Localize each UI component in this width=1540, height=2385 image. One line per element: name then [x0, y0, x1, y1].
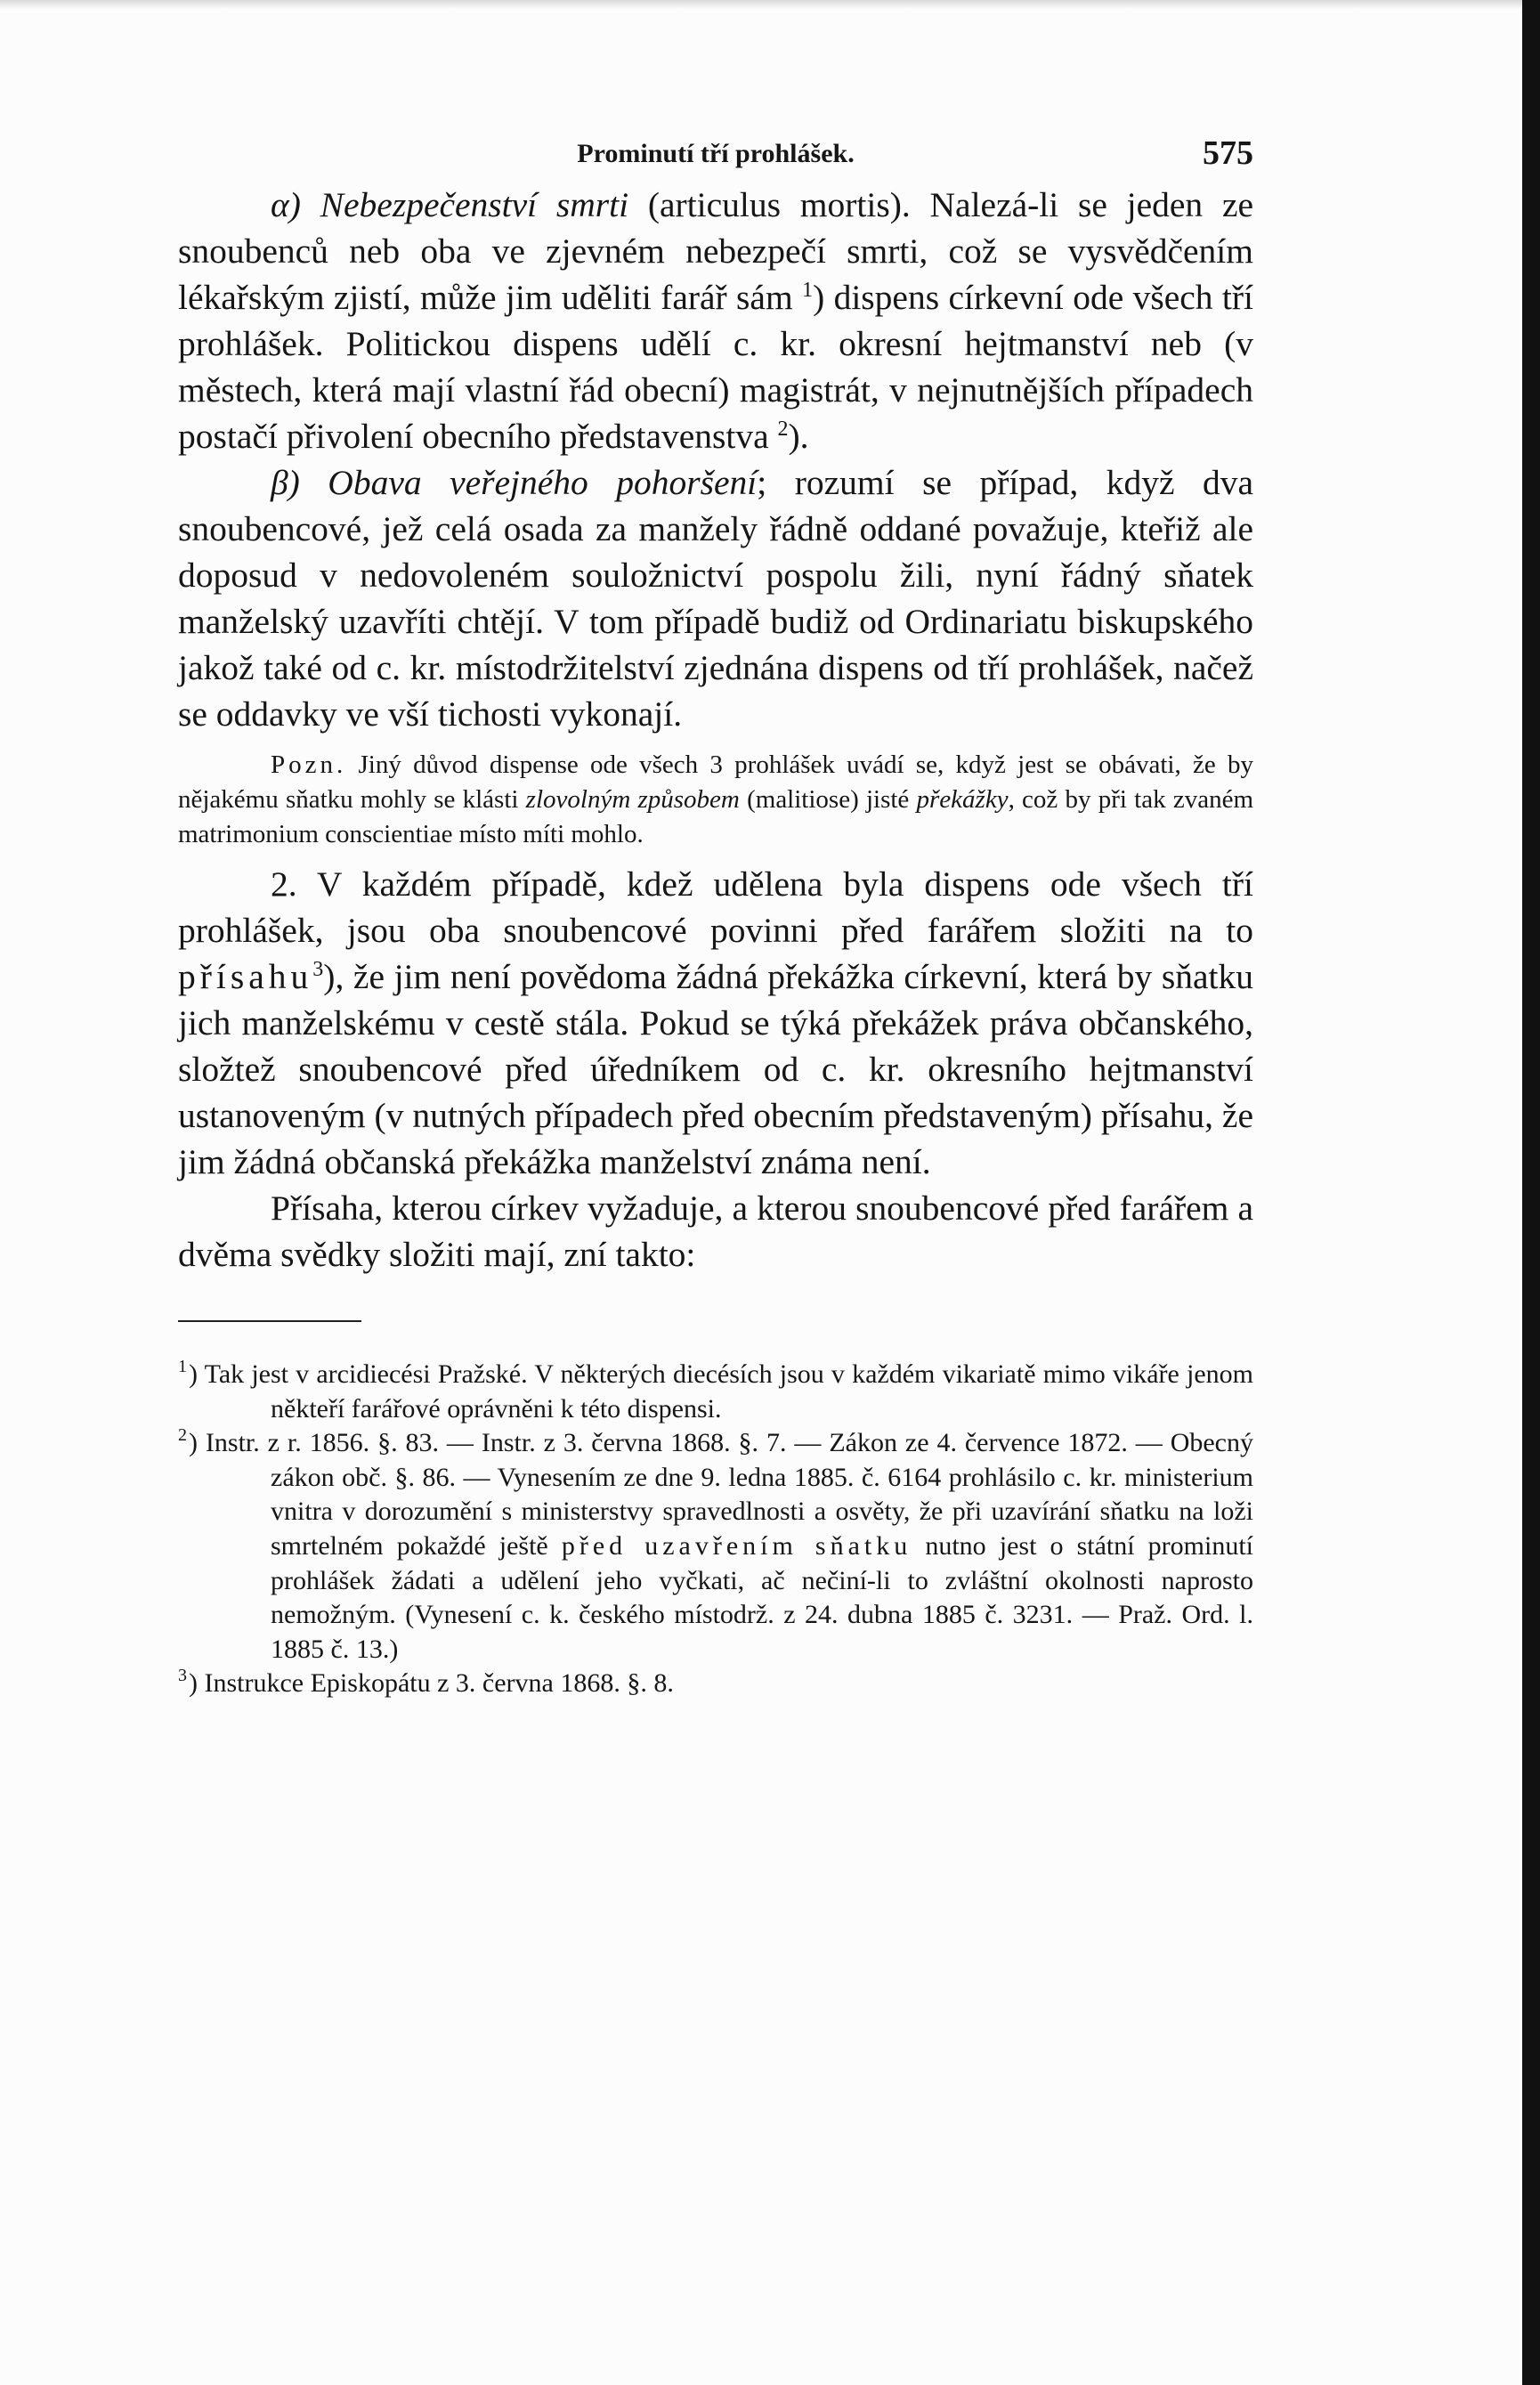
beta-term: Obava veřejného pohoršení — [328, 463, 758, 502]
beta-text: ; rozumí se případ, když dva snoubencové, jež celá osada za manžely řádně oddané považuje, kteřiž ale doposud v nedovoleném souložnictví pospolu žili, nyní řádný sňatek manželský uzavříti chtějí. V tom případě budiž od Ordinariatu biskupského jakož také od c. kr. místodržitelství zjednána dispens od tří prohlášek, načež se oddavky ve vší tichosti vykonají. — [178, 463, 1253, 734]
footnote-3 — [178, 1667, 1253, 1701]
paragraph-two — [178, 861, 1253, 1185]
scan-edge-right — [1522, 0, 1540, 2385]
paragraph-alpha — [178, 182, 1253, 459]
paragraph-oath — [178, 1185, 1253, 1278]
footnote-2-text-a: ) Instr. z r. 1856. §. 83. — Instr. z 3. června 1868. §. 7. — Zákon ze 4. července 1872. — Obecný zákon obč. §. 86. — Vynesením ze dne 9. ledna 1885. č. 6164 prohlásilo c. kr. ministerium vnitra v dorozumění s ministerstvy spravedlnosti a osvěty, že při uzavírání sňatku na loži smrtelném pokaždé ještě — [189, 1428, 1253, 1561]
two-spaced-word: přísahu — [178, 957, 313, 996]
alpha-text-3: ). — [788, 417, 809, 456]
note-italic-b: překážky — [916, 785, 1009, 814]
note-text-c: , což by při tak zvaném matrimonium conscientiae místo míti mohlo. — [178, 785, 1254, 848]
footnote-3-text: ) Instrukce Episkopátu z 3. června 1868. §. 8. — [189, 1668, 674, 1699]
scan-edge-top — [0, 0, 1540, 9]
footnote-divider — [178, 1320, 361, 1322]
footnote-3-mark: 3 — [178, 1666, 187, 1686]
footnote-1 — [178, 1358, 1253, 1426]
note-italic-a: zlovolným způsobem — [525, 785, 740, 814]
running-title: Prominutí tří prohlášek. — [577, 139, 855, 168]
footnote-2 — [178, 1426, 1253, 1667]
note-paragraph — [178, 748, 1253, 852]
alpha-text: (articulus mortis). Nalezá-li se jeden ze snoubenců neb oba ve zjevném nebezpečí smrti, což se vysvědčením lékařským zjistí, může jim uděliti farář sám — [178, 185, 1254, 317]
footnote-2-text-b: nutno jest o státní prominutí prohlášek žádati a udělení jeho vyčkati, ač nečiní-li to zvláštní okolnosti naprosto nemožným. (Vynesení c. k. českého místodrž. z 24. dubna 1885 č. 3231. — Praž. Ord. l. 1885 č. 13.) — [271, 1530, 1253, 1664]
alpha-term: Nebezpečenství smrti — [320, 185, 629, 224]
page-number: 575 — [1203, 134, 1253, 172]
text-column — [178, 132, 1253, 1701]
footnote-ref-3: 3 — [312, 958, 324, 981]
alpha-label: α) — [271, 185, 301, 224]
footnote-1-mark: 1 — [178, 1357, 187, 1376]
beta-label: β) — [271, 463, 300, 502]
footnote-1-text: ) Tak jest v arcidiecési Pražské. V některých diecésích jsou v každém vikariatě mimo vikáře jenom někteří farářové oprávněni k této dispensi. — [189, 1359, 1253, 1424]
footnote-ref-1: 1 — [802, 279, 814, 302]
footnote-2-mark: 2 — [178, 1425, 187, 1446]
alpha-text-2: ) dispens církevní ode všech tří prohlášek. Politickou dispens udělí c. kr. okresní hejtmanství neb (v městech, která mají vlastní řád obecní) magistrát, v nejnutnějších případech postačí přivolení obecního představenstva — [178, 278, 1254, 456]
running-header — [178, 132, 1253, 182]
note-text-a: Jiný důvod dispense ode všech 3 prohlášek uvádí se, když jest se obávati, že by nějakému sňatku mohly se klásti — [178, 750, 1253, 814]
main-text — [178, 182, 1253, 1278]
footnote-2-spaced: před uzavřením sňatku — [561, 1530, 912, 1561]
paragraph-beta — [178, 459, 1253, 737]
oath-text: Přísaha, kterou církev vyžaduje, a kterou snoubencové před farářem a dvěma svědky složiti mají, zní takto: — [178, 1188, 1253, 1274]
two-text-b: ), že jim není povědoma žádná překážka církevní, která by sňatku jich manželskému v cestě stála. Pokud se týká překážek práva občanského, složtež snoubencové před úředníkem od c. kr. okresního hejtmanství ustanoveným (v nutných případech před obecním představeným) přísahu, že jim žádná občanská překážka manželství známa není. — [178, 957, 1253, 1181]
note-text-b: (malitiose) jisté — [739, 785, 917, 814]
note-lead: Pozn. — [271, 750, 347, 779]
footnote-ref-2: 2 — [777, 418, 789, 441]
two-text-a: 2. V každém případě, kdež udělena byla dispens ode všech tří prohlášek, jsou oba snoubencové povinni před farářem složiti na to — [178, 864, 1253, 950]
